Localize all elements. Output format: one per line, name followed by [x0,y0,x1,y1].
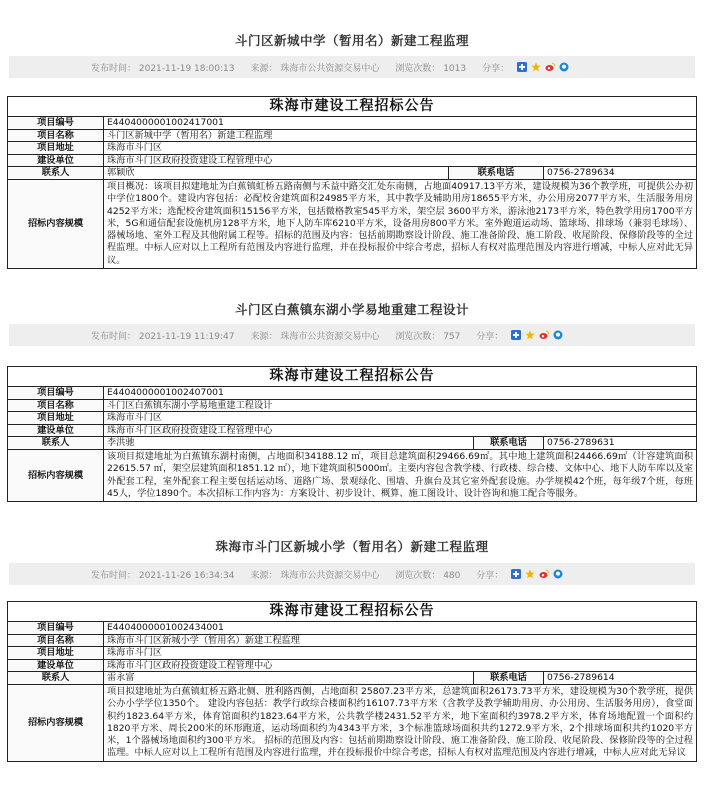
view-count: 浏览次数： 757 [395,331,461,342]
publish-time: 发布时间： 2021-11-19 11:19:47 [91,331,235,342]
share-label: 分享： [476,331,504,342]
construction-unit: 珠海市斗门区政府投资建设工程管理中心 [104,424,697,437]
contact-phone: 0756-2789631 [544,437,697,450]
star-icon[interactable] [531,62,541,72]
label-project-address: 项目地址 [8,412,104,425]
tender-description: 项目拟建地址为白蕉镇虹桥五路北侧、胜利路西侧，占地面积 25807.23平方米，总建筑面积26173.73平方米，建设规模为30个教学班，提供公办小学学位1350个。 建设内容包括：教学行政综合楼面积约16107.73平方米（含教学及教学辅助用房、办公用房、生活服务用房），食堂面积约1823.64平方米，体育馆面积约1823.64平方米，公共教学楼2431.52平方米，地下室面积约3978.2平方米，体育场地配置一个面积约1820平方米、周长200米的环形跑道，运动场面积约为4343平方米，3个标准篮球场面积共约1272.9平方米，2个排球场面积共约1020平方米，1个器械场地面积约300平方米。 招标的范围及内容：包括前期勘察设计阶段、施工准备阶段、施工阶段、收尾阶段、保修阶段等的全过程监理。中标人应对以上工程所有范围及内容进行监理，并在投标报价中综合考虑，招标人有权对监理范围及内容进行增减，中标人应对此无异议 [104,684,697,761]
meta-bar [9,563,695,585]
source: 来源： 珠海市公共资源交易中心 [250,570,380,581]
table-heading: 珠海市建设工程招标公告 [8,97,697,117]
label-contact: 联系人 [8,672,104,685]
contact-person: 李洪驰 [104,437,474,450]
label-phone: 联系电话 [474,437,544,450]
share-label: 分享： [482,63,510,74]
contact-phone: 0756-2789634 [544,167,697,180]
share-icons [517,62,569,72]
table-heading: 珠海市建设工程招标公告 [8,367,697,387]
weibo-icon[interactable] [545,62,555,72]
label-construction-unit: 建设单位 [8,424,104,437]
label-construction-unit: 建设单位 [8,154,104,167]
qq-icon[interactable] [553,330,563,340]
contact-person: 郭颖欣 [104,167,449,180]
share-icons [511,330,563,340]
project-address: 珠海市斗门区 [104,412,697,425]
star-icon[interactable] [525,569,535,579]
tender-table [7,601,697,762]
publish-time: 发布时间： 2021-11-26 16:34:34 [91,570,235,581]
view-count: 浏览次数： 1013 [395,63,467,74]
share-icons [511,569,563,579]
plus-share-icon[interactable] [511,569,521,579]
label-project-code: 项目编号 [8,622,104,635]
label-description: 招标内容规模 [8,684,104,761]
project-code: E4404000001002417001 [104,117,697,130]
weibo-icon[interactable] [539,330,549,340]
project-address: 珠海市斗门区 [104,647,697,660]
meta-bar [9,56,695,78]
contact-person: 雷永富 [104,672,474,685]
meta-bar [9,324,695,346]
label-contact: 联系人 [8,437,104,450]
project-name: 珠海市斗门区新城小学（暂用名）新建工程监理 [104,634,697,647]
source: 来源： 珠海市公共资源交易中心 [250,331,380,342]
label-project-name: 项目名称 [8,399,104,412]
star-icon[interactable] [525,330,535,340]
view-count: 浏览次数： 480 [395,570,461,581]
label-project-address: 项目地址 [8,647,104,660]
label-project-code: 项目编号 [8,117,104,130]
label-project-address: 项目地址 [8,142,104,155]
plus-share-icon[interactable] [517,62,527,72]
label-project-name: 项目名称 [8,129,104,142]
construction-unit: 珠海市斗门区政府投资建设工程管理中心 [104,659,697,672]
label-project-name: 项目名称 [8,634,104,647]
page-title: 斗门区新城中学（暂用名）新建工程监理 [234,33,469,48]
project-name: 斗门区白蕉镇东湖小学易地重建工程设计 [104,399,697,412]
qq-icon[interactable] [559,62,569,72]
project-code: E4404000001002407001 [104,387,697,400]
label-phone: 联系电话 [449,167,544,180]
contact-phone: 0756-2789614 [544,672,697,685]
project-address: 珠海市斗门区 [104,142,697,155]
tender-description: 该项目拟建地址为白蕉镇东湖村南侧，占地面积34188.12 ㎡，项目总建筑面积29466.69㎡。其中地上建筑面积24466.69㎡（计容建筑面积22615.57 ㎡，架空层建筑面积1851.12 ㎡），地下建筑面积5000㎡。主要内容包含教学楼、行政楼、综合楼、文体中心、地下人防车库以及室外配套工程，室外配套工程主要包括运动场、道路广场、景观绿化、围墙、升旗台及其它室外配套设施。办学规模42个班，每年级7个班，每班45人，学位1890个。本次招标工作内容为：方案设计、初步设计、概算、施工图设计、设计咨询和施工配合等服务。 [104,449,697,501]
label-contact: 联系人 [8,167,104,180]
label-construction-unit: 建设单位 [8,659,104,672]
weibo-icon[interactable] [539,569,549,579]
table-heading: 珠海市建设工程招标公告 [8,602,697,622]
tender-table [7,366,697,502]
page-title: 斗门区白蕉镇东湖小学易地重建工程设计 [234,302,469,317]
qq-icon[interactable] [553,569,563,579]
tender-description: 项目概况：该项目拟建地址为白蕉镇虹桥五路南侧与禾益中路交汇处东南侧，占地面40917.13平方米，建设规模为36个教学班，可提供公办初中学位1800个。建设内容包括：必配校舍建筑面积24985平方米，其中教学及辅助用房18655平方米，办公用房2077平方米，生活服务用房4252平方米；选配校舍建筑面积15156平方米，包括微格教室545平方米，架空层 3600平方米，游泳池2173平方米，特色教学用房1700平方米，5G和通信配套设施机房128平方米，地下人防车库6210平方米，设备用房800平方米。室外跑道运动场、篮球场、排球场（兼羽毛球场）、器械场地、室外工程及其他附属工程等。招标的范围及内容：包括前期勘察设计阶段、施工准备阶段、施工阶段、收尾阶段、保修阶段等的全过程监理。中标人应对以上工程所有范围及内容进行监理，并在投标报价中综合考虑，招标人有权对监理范围及内容进行增减，中标人应对此无异议。 [104,179,697,268]
label-description: 招标内容规模 [8,449,104,501]
publish-time: 发布时间： 2021-11-19 18:00:13 [91,63,235,74]
label-project-code: 项目编号 [8,387,104,400]
project-name: 斗门区新城中学（暂用名）新建工程监理 [104,129,697,142]
page-title: 珠海市斗门区新城小学（暂用名）新建工程监理 [215,539,489,554]
project-code: E4404000001002434001 [104,622,697,635]
source: 来源： 珠海市公共资源交易中心 [250,63,380,74]
label-phone: 联系电话 [474,672,544,685]
plus-share-icon[interactable] [511,330,521,340]
tender-table [7,96,697,269]
share-label: 分享： [476,570,504,581]
construction-unit: 珠海市斗门区政府投资建设工程管理中心 [104,154,697,167]
label-description: 招标内容规模 [8,179,104,268]
